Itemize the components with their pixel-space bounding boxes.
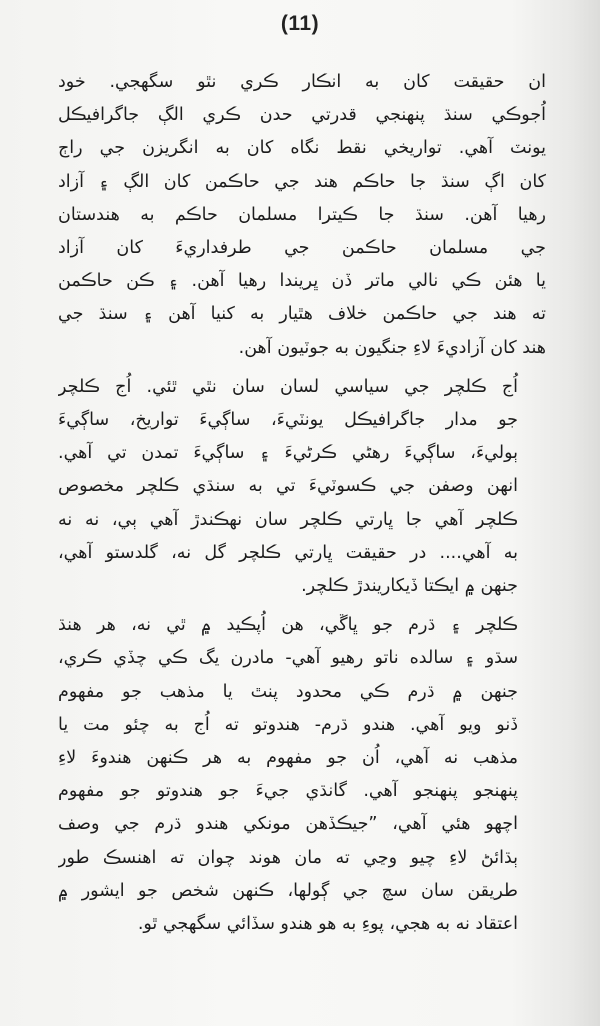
paragraph-2 xyxy=(58,371,546,603)
text-line: يا هئن ڪي نالي ماتر ڏن ڀريندا رهيا آهن. ۽ ڪن حاڪمن xyxy=(58,271,546,292)
body-text xyxy=(58,66,546,941)
text-line: ٻوليءَ، ساڳيءَ رهڻي ڪرڻيءَ ۽ ساڳيءَ تمدن تي آهي. xyxy=(58,443,518,464)
text-line: پنهنجو پنهنجو آهي. گانڌي جيءَ جو هندوتو جو مفهوم xyxy=(58,781,518,802)
text-line: ٻڌائڻ لاءِ چيو وڃي ته مان هوند چوان ته اهنسڪ طور xyxy=(58,847,518,868)
paragraph-3 xyxy=(58,609,546,941)
text-line: ڏنو ويو آهي. هندو ڌرم- هندوتو ته اُج به چئو مت يا xyxy=(58,714,518,735)
text-line: جي مسلمان حاڪمن جي طرفداريءَ کان آزاد xyxy=(58,238,546,259)
text-line: کان اڳ سنڌ جا حاڪم هند جي حاڪمن کان الڳ ۽ آزاد xyxy=(58,171,546,192)
text-line: جنهن ۾ ڌرم ڪي محدود پنٿ يا مذهب جو مفهوم xyxy=(58,681,518,702)
text-line: مذهب نه آهي، اُن جو مفهوم به هر ڪنهن هندوءَ لاءِ xyxy=(58,748,518,769)
text-line: انهن وصفن جي ڪسوٽيءَ تي به سنڌي ڪلچر مخصوص xyxy=(58,476,518,497)
text-line: طريقن سان سچ جي ڳولها، ڪنهن شخص جو ايشور ۾ xyxy=(58,880,518,901)
text-line: اُجوڪي سنڌ پنهنجي قدرتي حدن ڪري الڳ جاگرافيڪل xyxy=(58,105,546,126)
text-line: سڌو ۽ سالده ناتو رهيو آهي- مادرن يگ ڪي چڏي ڪري، xyxy=(58,648,518,669)
text-line: ڪلچر ۽ ڌرم جو ڀاڱي، هن اُپڪيد ۾ ٿي نه، هر هنڌ xyxy=(58,615,518,636)
text-line: جنهن ۾ ايڪتا ڏيکاريندڙ ڪلچر. xyxy=(301,576,518,597)
text-line: اعتقاد نه به هجي، پوءِ به هو هندو سڏائي سگهجي ٿو. xyxy=(137,914,518,935)
text-line: رهيا آهن. سنڌ جا ڪيترا مسلمان حاڪم به هندستان xyxy=(58,204,546,225)
text-line: جو مدار جاگرافيڪل يونٽيءَ، ساڳيءَ تواريخ، ساڳيءَ xyxy=(58,410,518,431)
text-line: ته هند جي حاڪمن خلاف هٿيار به کنيا آهن ۽ سنڌ جي xyxy=(58,304,546,325)
page-number: (11) xyxy=(280,12,320,35)
text-line: اُج ڪلچر جي سياسي لسان سان نٿي ٿئي. اُج ڪلچر xyxy=(58,376,518,397)
text-line: ڪلچر آهي جا ڀارتي ڪلچر سان نهڪندڙ آهي ٻي، نه نه xyxy=(58,509,518,530)
text-line: هند کان آزاديءَ لاءِ جنگيون به جوٽيون آهن. xyxy=(238,337,546,358)
paragraph-1 xyxy=(58,66,546,365)
text-line: اچهو هئي آهي، ”جيڪڏهن مونکي هندو ڌرم جي وصف xyxy=(58,814,518,835)
text-line: يونٽ آهي. تواريخي نقط نگاه کان به انگريزن جي راڄ xyxy=(58,138,546,159)
text-line: به آهي.... در حقيقت ڀارتي ڪلچر گل نه، گلدستو آهي، xyxy=(58,542,518,563)
text-line: ان حقيقت کان به انڪار ڪري نٿو سگهجي. خود xyxy=(58,72,546,92)
